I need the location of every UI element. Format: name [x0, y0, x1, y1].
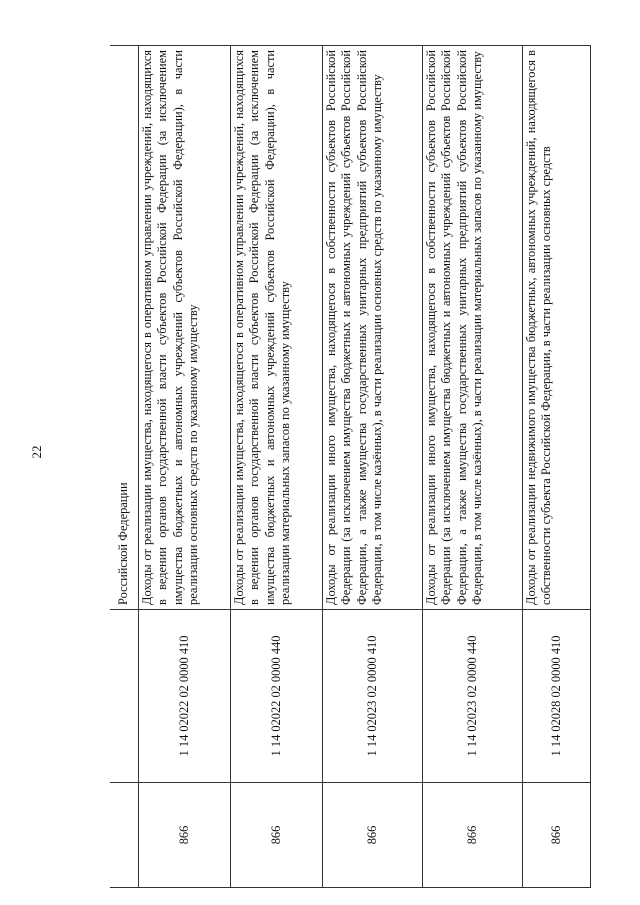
budget-code: 1 14 02022 02 0000 410	[139, 610, 231, 783]
description: Доходы от реализации имущества, находящегося в оперативном управлении учреждений, находящихся в ведении органов государственной власти субъектов Российской Федерации (за исключением имущества бюджетных и автономных учреждений субъектов Российской Федерации), в части реализации основных средств по указанному имуществу	[139, 46, 231, 610]
table-cell-empty	[110, 783, 139, 888]
description: Доходы от реализации имущества, находящегося в оперативном управлении учреждений, находящихся в ведении органов государственной власти субъектов Российской Федерации (за исключением имущества бюджетных и автономных учреждений субъектов Российской Федерации), в части реализации материальных запасов по указанному имуществу	[231, 46, 323, 610]
rotated-table-container	[110, 46, 588, 888]
description: Доходы от реализации иного имущества, находящегося в собственности субъектов Российской Федерации (за исключением имущества бюджетных и автономных учреждений субъектов Российской Федерации, а также имущества государственных унитарных предприятий субъектов Российской Федерации, в том числе казённых), в части реализации материальных запасов по указанному имуществу	[423, 46, 523, 610]
continuation-text: Российской Федерации	[110, 46, 139, 610]
budget-code: 1 14 02028 02 0000 410	[523, 610, 591, 783]
admin-code: 866	[323, 783, 423, 888]
budget-code: 1 14 02023 02 0000 410	[323, 610, 423, 783]
admin-code: 866	[231, 783, 323, 888]
table-row	[323, 46, 423, 888]
description: Доходы от реализации иного имущества, находящегося в собственности субъектов Российской Федерации (за исключением имущества бюджетных и автономных учреждений субъектов Российской Федерации, а также имущества государственных унитарных предприятий субъектов Российской Федерации, в том числе казённых), в части реализации основных средств по указанному имуществу	[323, 46, 423, 610]
budget-code: 1 14 02023 02 0000 440	[423, 610, 523, 783]
table-row	[523, 46, 591, 888]
page-number: 22	[29, 445, 44, 459]
table-cell-empty	[110, 610, 139, 783]
budget-code: 1 14 02022 02 0000 440	[231, 610, 323, 783]
table-row	[423, 46, 523, 888]
revenue-codes-table	[110, 45, 591, 888]
table-row	[231, 46, 323, 888]
admin-code: 866	[423, 783, 523, 888]
description: Доходы от реализации недвижимого имущества бюджетных, автономных учреждений, находящегося в собственности субъекта Российской Федерации, в части реализации основных средств	[523, 46, 591, 610]
admin-code: 866	[139, 783, 231, 888]
admin-code: 866	[523, 783, 591, 888]
table-row	[110, 46, 139, 888]
table-row	[139, 46, 231, 888]
